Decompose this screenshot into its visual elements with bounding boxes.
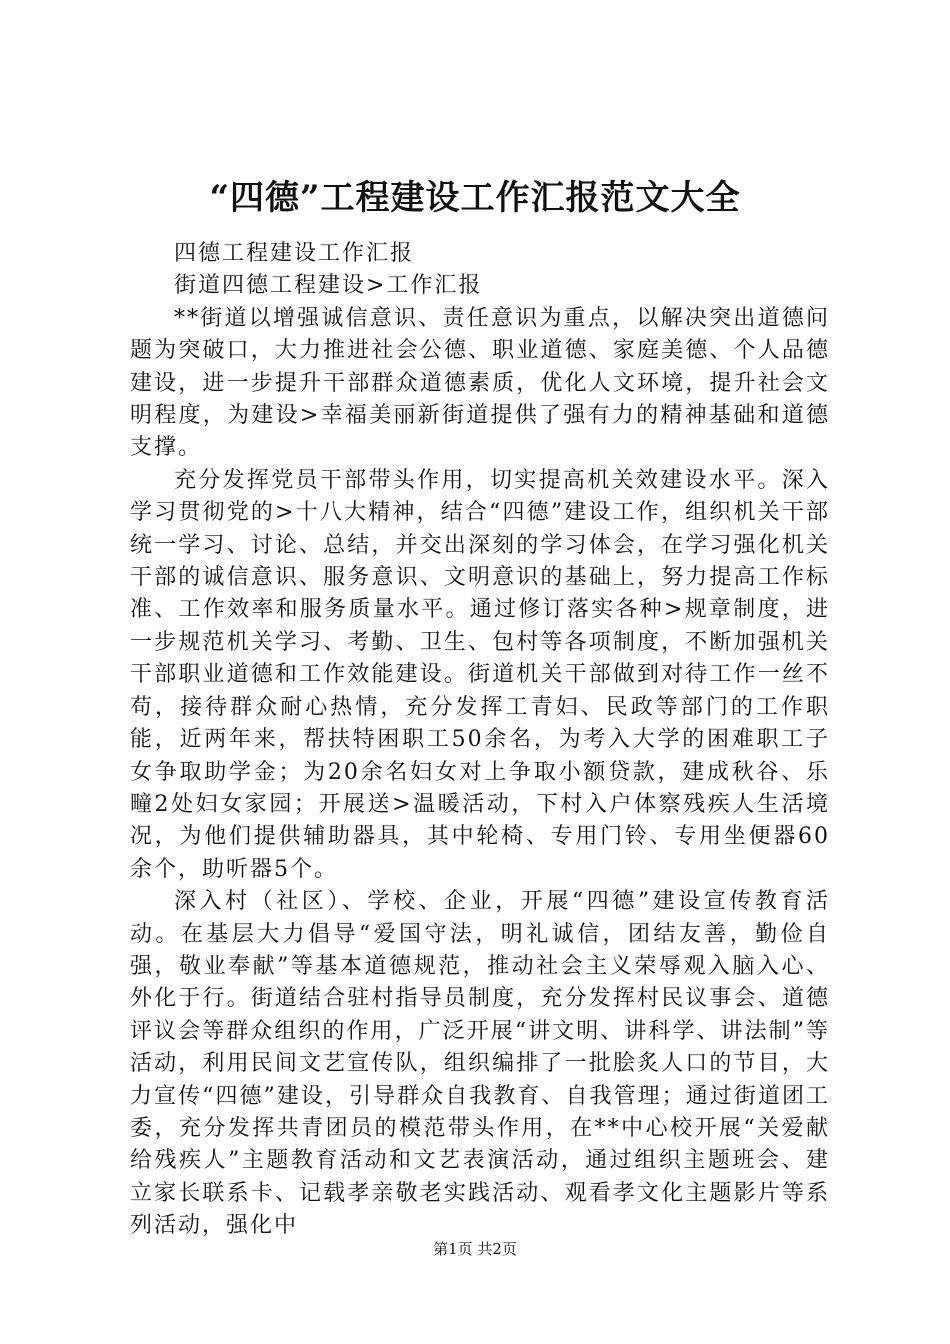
document-body: [130, 238, 830, 1243]
paragraph-party-members: 充分发挥党员干部带头作用，切实提高机关效建设水平。深入学习贯彻党的>十八大精神，结合“四德”建设工作，组织机关干部统一学习、讨论、总结，并交出深刻的学习体会，在学习强化机关干部的诚信意识、服务意识、文明意识的基础上，努力提高工作标准、工作效率和服务质量水平。通过修订落实各种>规章制度，进一步规范机关学习、考勤、卫生、包村等各项制度，不断加强机关干部职业道德和工作效能建设。街道机关干部做到对待工作一丝不苟，接待群众耐心热情，充分发挥工青妇、民政等部门的工作职能，近两年来，帮扶特困职工50余名，为考入大学的困难职工子女争取助学金；为20余名妇女对上争取小额贷款，建成秋谷、乐疃2处妇女家园；开展送>温暖活动，下村入户体察残疾人生活境况，为他们提供辅助器具，其中轮椅、专用门铃、专用坐便器60余个，助听器5个。: [130, 467, 830, 882]
paragraph-community-education: 深入村（社区）、学校、企业，开展“四德”建设宣传教育活动。在基层大力倡导“爱国守法，明礼诚信，团结友善，勤俭自强，敬业奉献”等基本道德规范，推动社会主义荣辱观入脑入心、外化于行。街道结合驻村指导员制度，充分发挥村民议事会、道德评议会等群众组织的作用，广泛开展“讲文明、讲科学、讲法制”等活动，利用民间文艺宣传队，组织编排了一批脍炙人口的节目，大力宣传“四德”建设，引导群众自我教育、自我管理；通过街道团工委，充分发挥共青团员的模范带头作用，在**中心校开展“关爱献给残疾人”主题教育活动和文艺表演活动，通过组织主题班会、建立家长联系卡、记载孝亲敬老实践活动、观看孝文化主题影片等系列活动，强化中: [130, 889, 830, 1239]
paragraph-intro: **街道以增强诚信意识、责任意识为重点，以解决突出道德问题为突破口，大力推进社会公德、职业道德、家庭美德、个人品德建设，进一步提升干部群众道德素质，优化人文环境，提升社会文明程度，为建设>幸福美丽新街道提供了强有力的精神基础和道德支撑。: [130, 305, 830, 461]
paragraph-subheading: 街道四德工程建设>工作汇报: [174, 273, 483, 299]
document-title: “四德”工程建设工作汇报范文大全: [209, 178, 741, 218]
page-number-footer: 第1页 共2页: [433, 1240, 517, 1258]
paragraph-subtitle: 四德工程建设工作汇报: [174, 241, 415, 266]
